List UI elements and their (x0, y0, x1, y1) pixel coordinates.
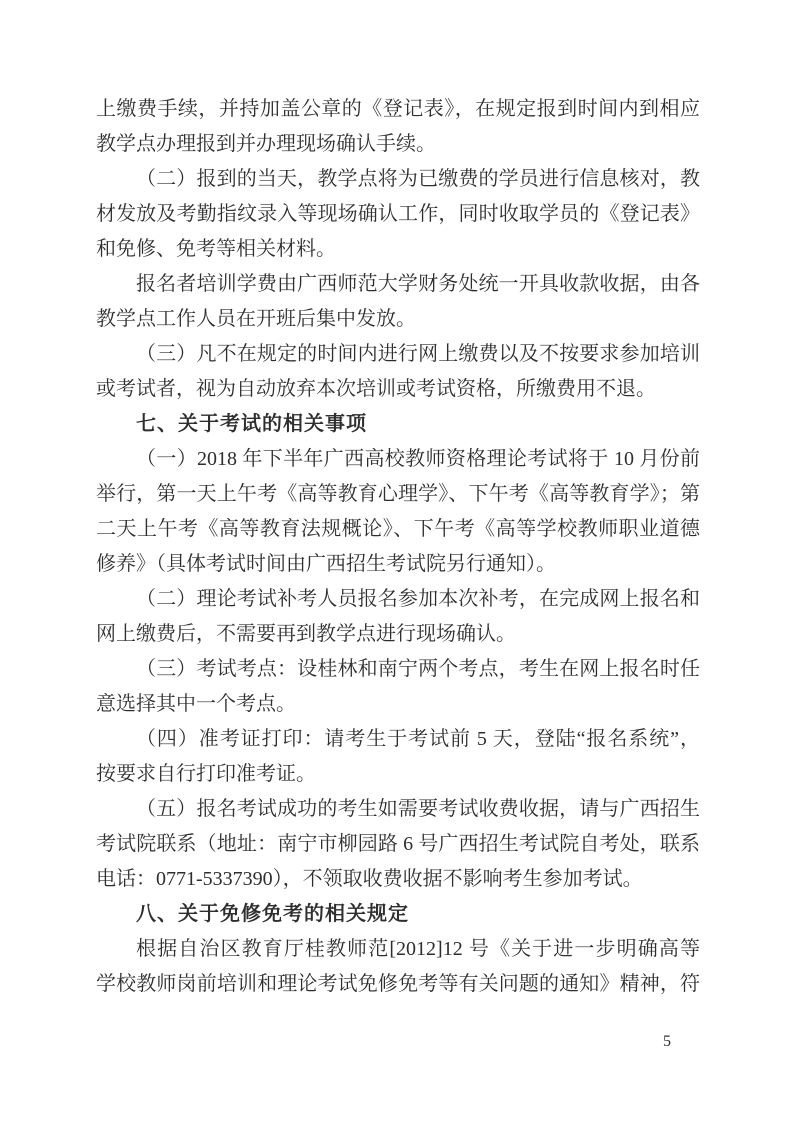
text-line: 教学点办理报到并办理现场确认手续。 (96, 133, 436, 155)
text-line: （四）准考证打印：请考生于考试前 5 天，登陆“报名系统”， (136, 728, 700, 750)
text-line: 和免修、免考等相关材料。 (96, 238, 336, 260)
text-line: （二）报到的当天，教学点将为已缴费的学员进行信息核对，教 (136, 168, 700, 190)
text-line: （二）理论考试补考人员报名参加本次补考，在完成网上报名和 (136, 588, 700, 610)
text-line: 举行，第一天上午考《高等教育心理学》、下午考《高等教育学》；第 (96, 483, 700, 505)
text-line: 上缴费手续，并持加盖公章的《登记表》，在规定报到时间内到相应 (96, 98, 700, 120)
text-line: （三）考试考点：设桂林和南宁两个考点，考生在网上报名时任 (136, 658, 700, 680)
text-line: 按要求自行打印准考证。 (96, 763, 316, 785)
text-line: 考试院联系（地址：南宁市柳园路 6 号广西招生考试院自考处，联系 (96, 833, 700, 855)
text-line: 教学点工作人员在开班后集中发放。 (96, 308, 416, 330)
text-line: 材发放及考勤指纹录入等现场确认工作，同时收取学员的《登记表》 (96, 203, 700, 225)
text-line: 意选择其中一个考点。 (96, 693, 296, 715)
text-line: （五）报名考试成功的考生如需要考试收费收据，请与广西招生 (136, 798, 700, 820)
text-line: 学校教师岗前培训和理论考试免修免考等有关问题的通知》精神，符 (96, 973, 700, 995)
page-body (96, 92, 700, 1002)
text-line: 修养》（具体考试时间由广西招生考试院另行通知）。 (96, 553, 556, 575)
text-line: 二天上午考《高等教育法规概论》、下午考《高等学校教师职业道德 (96, 518, 700, 540)
text-line: 电话：0771-5337390），不领取收费收据不影响考生参加考试。 (96, 868, 643, 890)
text-line: 根据自治区教育厅桂教师范[2012]12 号《关于进一步明确高等 (136, 938, 700, 960)
text-line: 报名者培训学费由广西师范大学财务处统一开具收款收据，由各 (136, 273, 700, 295)
section-heading-8: 八、关于免修免考的相关规定 (136, 903, 409, 925)
section-heading-7: 七、关于考试的相关事项 (136, 413, 367, 435)
text-line: 或考试者，视为自动放弃本次培训或考试资格，所缴费用不退。 (96, 378, 656, 400)
text-line: 网上缴费后，不需要再到教学点进行现场确认。 (96, 623, 516, 645)
text-line: （三）凡不在规定的时间内进行网上缴费以及不按要求参加培训 (136, 343, 700, 365)
text-line: （一）2018 年下半年广西高校教师资格理论考试将于 10 月份前 (136, 448, 700, 470)
page-number: 5 (663, 1033, 671, 1050)
